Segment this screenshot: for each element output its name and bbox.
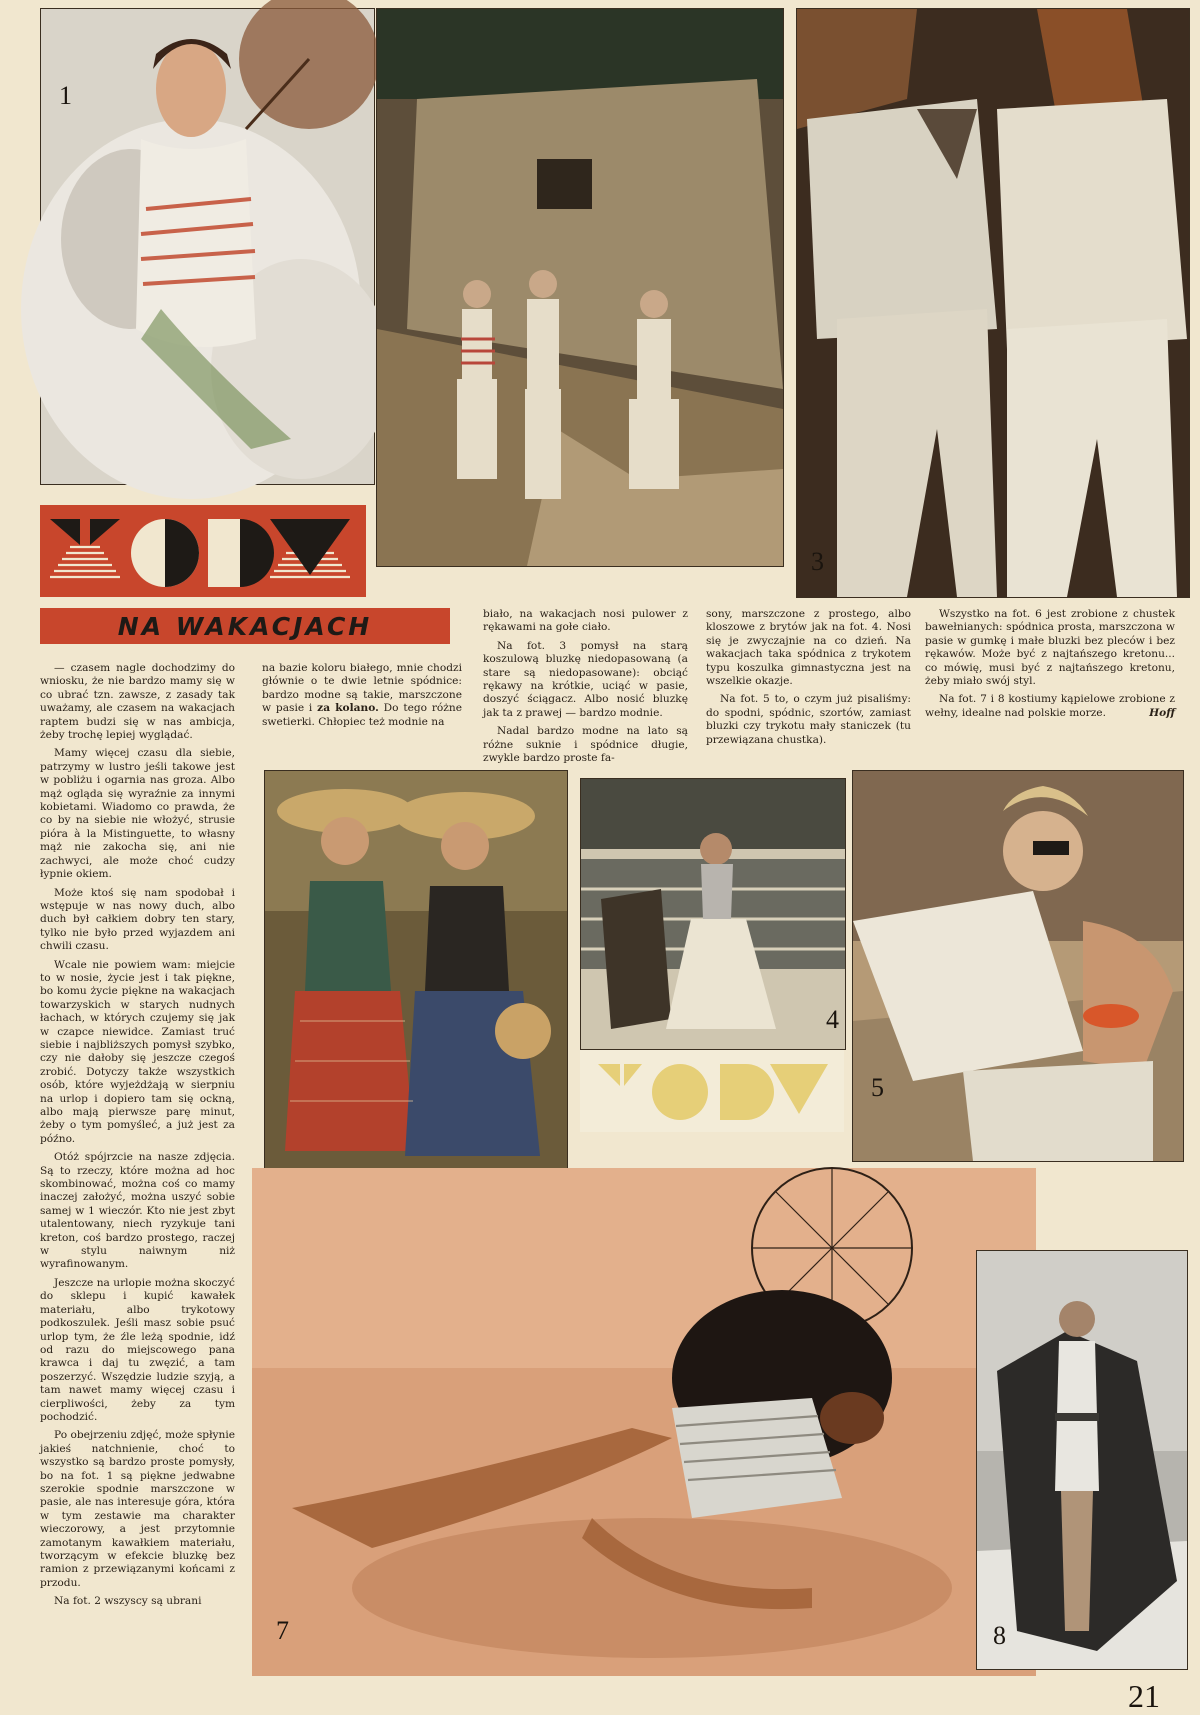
photo-5-white-jacket [852,770,1184,1162]
moda-logo [40,505,366,597]
paragraph-text: Do tego różne swetierki. Chłopiec też modnie na [262,702,462,728]
photo-6-hats-skirts [264,770,568,1212]
paragraph-text: Na fot. 7 i 8 kostiumy kąpielowe zrobione z wełny, idealne nad polskie morze. [925,693,1175,719]
paragraph: Po obejrzeniu zdjęć, może spłynie jakieś natchnienie, choć to wszystko są bardzo proste pomysły, bo na fot. 1 są piękne jedwabne szerokie spodnie marszczone w pasie, ale nas interesuje góra, która w tym zestawie ma charakter wieczorowy, a jest przytomnie zamotanym kawałkiem materiału, tworzącym w efekcie bluzkę bez ramion z przewiązanymi końcami z przodu. [40,1429,235,1589]
paragraph: Na fot. 5 to, o czym już pisaliśmy: do spodni, spódnic, szortów, zamiast bluzki czy trykotu mały staniczek (tu przewiązana chustka). [706,693,911,746]
photo-4-number: 4 [826,1005,839,1034]
paragraph: Otóż spójrzcie na nasze zdjęcia. Są to rzeczy, które można ad hoc skombinować, można coś co mamy inaczej założyć, można uszyć sobie samej w 1 wieczór. Kto nie jest zbyt utalentowany, niech ryzykuje tani kreton, coś bardzo prostego, raczej w stylu naiwnym niż wyrafinowanym. [40,1151,235,1271]
photo-8-swimsuit [976,1250,1188,1670]
paragraph: biało, na wakacjach nosi pulower z rękawami na gołe ciało. [483,608,688,634]
article-column-2 [262,662,462,752]
paragraph: — czasem nagle dochodzimy do wniosku, że nie bardzo mamy się w co ubrać tzn. zawsze, z zasady tak uważamy, ale czasem na wakacjach raptem budzi się w nas ambicja, żeby trochę lepiej wyglądać. [40,662,235,742]
paragraph: sony, marszczone z prostego, albo kloszowe z brytów jak na fot. 4. Nosi się je zwyczajnie na co dzień. Na wakacjach taka spódnica z trykotem typu koszulka gimnastyczna jest na wszelkie okazje. [706,608,911,688]
moda-logo-small-letters [580,1050,844,1132]
photo-1-parasol-woman [40,8,375,485]
paragraph: Wszystko na fot. 6 jest zrobione z chustek bawełnianych: spódnica prosta, marszczona w pasie w gumkę i małe bluzki bez pleców i bez rękawów. Może być z najtańszego kretonu... co mówię, musi być z najtańszego kretonu, żeby miało swój styl. [925,608,1175,688]
photo-1-number: 1 [59,81,72,110]
article-column-4 [706,608,911,758]
paragraph: Wcale nie powiem wam: miejcie to w nosie, życie jest i tak piękne, bo komu życie piękne na wakacjach towarzyskich w starych nudnych łachach, w których czujemy się jak w czapce niewidce. Zamiast truć siebie i najbliższych pomysł szybko, czy nie dałoby się jeszcze czegoś zrobić. Dotyczy także wszystkich osób, które wyjeżdżają w sierpniu na urlop i dopiero tam się ockną, albo mają pierwsze parę minut, żeby o tym pomyśleć, a już jest za późno. [40,958,235,1145]
photo-5-number: 5 [871,1073,884,1102]
paragraph: Jeszcze na urlopie można skoczyć do sklepu i kupić kawałek materiału, albo trykotowy podkoszulek. Jeśli masz sobie psuć urlop tym, że źle leżą spodnie, idź od razu do miejscowego pana krawca i daj tu zwęzić, a tam poszerzyć. Wszędzie ludzie szyją, a tam nawet mamy więcej czasu i cierpliwości, żeby za tym pochodzić. [40,1276,235,1423]
moda-logo-letters [40,505,366,597]
photo-3-white-shirts [796,8,1190,598]
photo-7-beach-parasol [252,1168,1036,1676]
photo-2-village-street [376,8,784,567]
paragraph: Mamy więcej czasu dla siebie, patrzymy w lustro jeśli takowe jest w pobliżu i ogarnia nas groza. Albo mąż ogląda się wyraźnie za innymi kobietami. Wiadomo co prawda, że co by na siebie nie włożyć, strusie pióra à la Mistinguette, to własny mąż nie zakocha się, ani nie zachwyci, ale może choć cudzy łypnie okiem. [40,747,235,881]
author-signature: Hoff [1149,706,1175,719]
moda-logo-small [580,1050,844,1132]
photo-7-number: 7 [276,1616,289,1645]
paragraph: Może ktoś się nam spodobał i wstępuje w nas nowy duch, albo duch był całkiem dobry ten stary, tylko nie było przed wyjazdem ani chwili czasu. [40,886,235,953]
paragraph [262,662,462,729]
paragraph [925,693,1175,720]
photo-3-number: 3 [811,547,824,576]
section-subtitle-bar [40,608,450,644]
article-column-3 [483,608,688,765]
page-number: 21 [1128,1678,1160,1714]
section-subtitle: NA WAKACJACH [117,611,373,641]
paragraph: Nadal bardzo modne na lato są różne suknie i spódnice długie, zwykle bardzo proste fa- [483,725,688,765]
article-column-1 [40,662,235,1672]
paragraph: Na fot. 3 pomysł na starą koszulową bluzkę niedopasowaną (a stare są niedopasowane): obciąć rękawy na krótkie, uciąć w pasie, doszyć ściągacz. Albo nosić bluzkę jak ta z prawej — bardzo modnie. [483,639,688,719]
paragraph-text: na bazie koloru białego, mnie chodzi głównie o te dwie letnie spódnice: bardzo modne są takie, marszczone w pasie i [262,662,462,715]
emphasis: za kolano. [317,702,379,715]
photo-4-long-skirts [580,778,846,1050]
article-column-5 [925,608,1175,758]
paragraph: Na fot. 2 wszyscy są ubrani [54,1595,202,1608]
photo-8-number: 8 [993,1621,1006,1650]
